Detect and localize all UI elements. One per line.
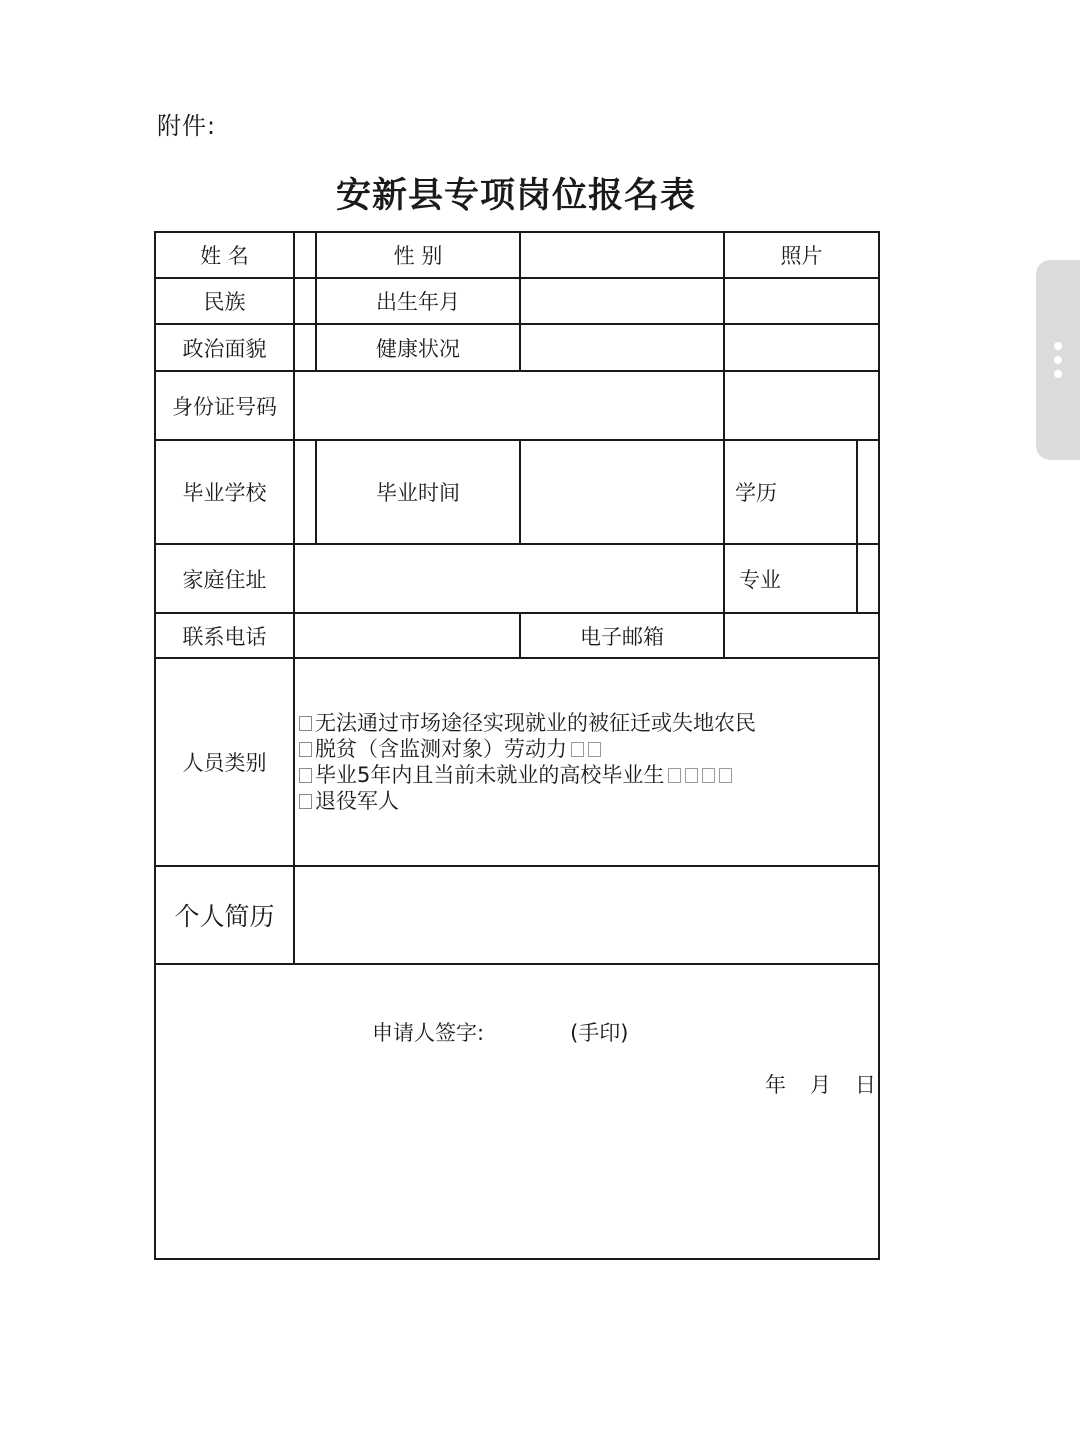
photo-area[interactable] bbox=[724, 278, 879, 324]
id-number-value-cell[interactable] bbox=[294, 371, 724, 440]
email-label: 电子邮箱 bbox=[520, 613, 724, 658]
signature-label: 申请人签字: bbox=[372, 1021, 485, 1045]
attachment-label: 附件: bbox=[157, 112, 217, 140]
political-status-value-cell[interactable] bbox=[294, 324, 316, 371]
placeholder-box-icon bbox=[719, 768, 732, 783]
education-label: 学历 bbox=[724, 440, 857, 544]
address-value-cell[interactable] bbox=[294, 544, 724, 613]
resume-label: 个人简历 bbox=[155, 866, 294, 964]
year-label: 年 bbox=[765, 1073, 786, 1097]
resume-value-cell[interactable] bbox=[294, 866, 879, 964]
education-value-cell[interactable] bbox=[857, 440, 879, 544]
grad-time-value-cell[interactable] bbox=[520, 440, 724, 544]
ethnicity-label: 民族 bbox=[155, 278, 294, 324]
gender-value-cell[interactable] bbox=[520, 232, 724, 278]
placeholder-box-icon bbox=[588, 742, 601, 757]
more-vertical-icon-dot bbox=[1054, 370, 1062, 378]
form-title: 安新县专项岗位报名表 bbox=[335, 176, 696, 216]
category-options-cell bbox=[294, 658, 879, 866]
signature-section bbox=[155, 964, 879, 1259]
photo-label: 照片 bbox=[724, 232, 879, 278]
placeholder-box-icon bbox=[685, 768, 698, 783]
health-value-cell[interactable] bbox=[520, 324, 724, 371]
handprint-label: (手印) bbox=[570, 1021, 629, 1045]
name-value-cell[interactable] bbox=[294, 232, 316, 278]
photo-area-3[interactable] bbox=[724, 371, 879, 440]
category-option-veteran[interactable]: 退役军人 bbox=[299, 788, 878, 814]
school-label: 毕业学校 bbox=[155, 440, 294, 544]
address-label: 家庭住址 bbox=[155, 544, 294, 613]
birth-month-label: 出生年月 bbox=[316, 278, 520, 324]
phone-label: 联系电话 bbox=[155, 613, 294, 658]
month-label: 月 bbox=[810, 1073, 831, 1097]
category-option-landless-farmer[interactable]: 无法通过市场途径实现就业的被征迁或失地农民 bbox=[299, 710, 878, 736]
checkbox-icon[interactable] bbox=[299, 794, 312, 809]
checkbox-icon[interactable] bbox=[299, 742, 312, 757]
category-options-list bbox=[299, 710, 878, 814]
major-label: 专业 bbox=[724, 544, 857, 613]
birth-month-value-cell[interactable] bbox=[520, 278, 724, 324]
day-label: 日 bbox=[855, 1073, 876, 1097]
registration-form-table bbox=[154, 231, 880, 1260]
major-value-cell[interactable] bbox=[857, 544, 879, 613]
category-option-poverty-labor[interactable]: 脱贫（含监测对象）劳动力 bbox=[299, 736, 878, 762]
side-panel-handle[interactable] bbox=[1036, 260, 1080, 460]
signature-line bbox=[372, 1017, 628, 1047]
gender-label: 性 别 bbox=[316, 232, 520, 278]
ethnicity-value-cell[interactable] bbox=[294, 278, 316, 324]
political-status-label: 政治面貌 bbox=[155, 324, 294, 371]
more-vertical-icon-dot bbox=[1054, 356, 1062, 364]
grad-time-label: 毕业时间 bbox=[316, 440, 520, 544]
checkbox-icon[interactable] bbox=[299, 768, 312, 783]
category-option-graduate[interactable]: 毕业5年内且当前未就业的高校毕业生 bbox=[299, 762, 878, 788]
id-number-label: 身份证号码 bbox=[155, 371, 294, 440]
checkbox-icon[interactable] bbox=[299, 716, 312, 731]
placeholder-box-icon bbox=[702, 768, 715, 783]
category-label: 人员类别 bbox=[155, 658, 294, 866]
photo-area-2[interactable] bbox=[724, 324, 879, 371]
placeholder-box-icon bbox=[668, 768, 681, 783]
name-label: 姓 名 bbox=[155, 232, 294, 278]
school-value-cell[interactable] bbox=[294, 440, 316, 544]
phone-value-cell[interactable] bbox=[294, 613, 520, 658]
health-label: 健康状况 bbox=[316, 324, 520, 371]
date-line bbox=[741, 1069, 876, 1099]
more-vertical-icon bbox=[1054, 342, 1062, 350]
email-value-cell[interactable] bbox=[724, 613, 879, 658]
placeholder-box-icon bbox=[571, 742, 584, 757]
